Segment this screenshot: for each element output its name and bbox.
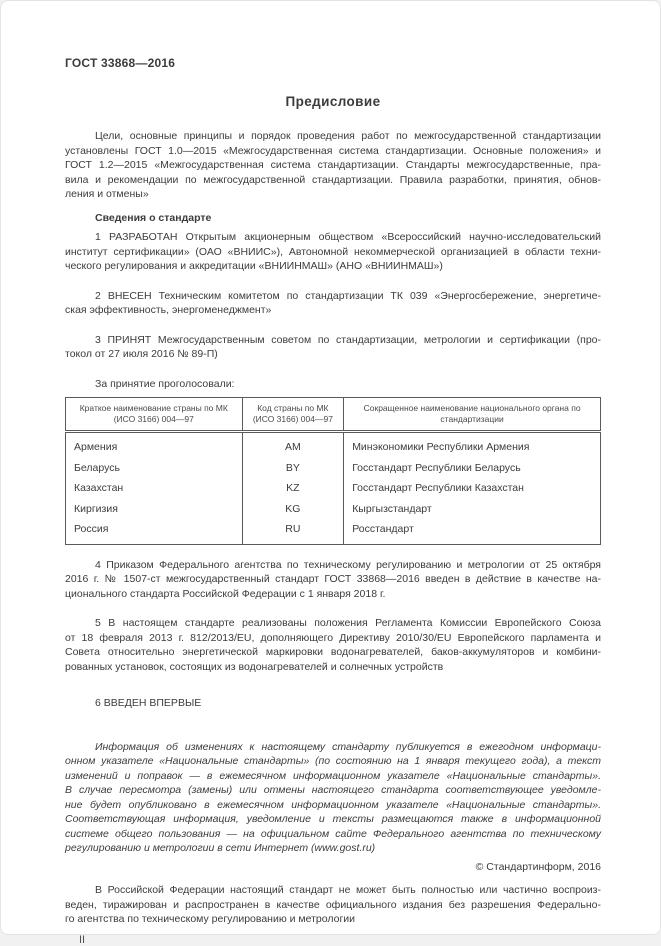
country-code-cell: BY [242,458,344,479]
vote-table-header-row [66,398,601,432]
text-line: В случае пересмотра (замены) или отмены настоящего стандарта соответствующее уведомле- [65,784,601,796]
standard-info-item-6 [65,696,601,711]
org-name-cell: Минэкономики Республики Армения [344,432,601,458]
country-code-cell: RU [242,519,344,544]
text-line: ционального стандарта Российской Федерации с 1 января 2018 г. [65,587,386,600]
text-line: институт сертификации» (ОАО «ВНИИС»), Автономной некоммерческой организацией в области техни- [65,245,601,258]
page-title: Предисловие [285,94,381,109]
text-line: вила и рекомендации по межгосударственной стандартизации. Правила разработки, принятия, обнов- [65,173,601,186]
standard-info-item-2 [65,289,601,318]
text-line: 1 РАЗРАБОТАН Открытым акционерным обществом «Всероссийский научно-исследовательский [95,231,601,243]
copyright-line: © Стандартинформ, 2016 [475,860,601,873]
text-line: веден, тиражирован и распространен в качестве официального издания без разрешения Федерально- [65,898,601,911]
page-number: II [79,933,86,946]
text-line: системе общего пользования — на официальном сайте Федерального агентства по техническому [65,827,601,840]
amendments-note [65,740,601,856]
org-name-cell: Госстандарт Республики Казахстан [344,478,601,499]
standard-info-item-4 [65,558,601,602]
text-line: от 18 февраля 2013 г. 812/2013/EU, дополняющего Директиву 2010/30/EU Европейского парламента и [65,631,601,644]
org-name-cell: Росстандарт [344,519,601,544]
table-row [66,519,601,544]
country-code-cell: KZ [242,478,344,499]
text-line: 6 ВВЕДЕН ВПЕРВЫЕ [95,697,202,709]
text-line: регулированию и метрологии в сети Интернет (www.gost.ru) [65,842,376,854]
standard-info-item-3 [65,333,601,362]
doc-code: ГОСТ 33868—2016 [65,56,176,70]
country-code-cell: AM [242,432,344,458]
page-content [65,56,601,946]
intro-paragraph [65,129,601,202]
text-line: токол от 27 июля 2016 № 89-П) [65,348,218,360]
text-line: Цели, основные принципы и порядок проведения работ по межгосударственной стандартизации [95,130,601,142]
country-name-cell: Армения [74,441,118,453]
text-line: ческого регулирования и аккредитации «ВНИИНМАШ» (АНО «ВНИИНМАШ») [65,260,443,272]
text-line: 2016 г. № 1507-ст межгосударственный стандарт ГОСТ 33868—2016 введен в действие в качестве на- [65,573,601,585]
org-name-cell: Кыргызстандарт [344,499,601,520]
text-line: Совета относительно энергетической маркировки водонагревателей, баков-аккумуляторов и комбини- [65,646,601,658]
table-row [66,499,601,520]
text-line: 5 В настоящем стандарте реализованы положения Регламента Комиссии Европейского Союза [95,617,601,629]
table-row [66,432,601,458]
country-name-cell: Казахстан [74,482,124,494]
standard-info-item-5 [65,616,601,674]
standard-info-item-1 [65,230,601,274]
vote-table-body [66,432,601,545]
text-line: рованных установок, состоящих из водонагревателей и солнечных устройств [65,660,444,673]
text-line: ления и отмены» [65,188,149,200]
reproduction-restriction [65,883,601,927]
text-line: онном указателе «Национальные стандарты» (по состоянию на 1 января текущего года), а текст [65,755,601,767]
header-code: Код страны по МК (ИСО 3166) 004—97 [242,398,344,432]
text-line: ская эффективность, энергоменеджмент» [65,304,272,316]
table-row [66,478,601,499]
country-name-cell: Беларусь [74,461,120,474]
text-line: изменений и поправок — в ежемесячном информационном указателе «Национальные стандарты». [65,769,601,782]
text-line: 3 ПРИНЯТ Межгосударственным советом по стандартизации, метрологии и сертификации (про- [95,333,601,346]
vote-lead: За принятие проголосовали: [95,377,235,390]
text-line: установлены ГОСТ 1.0—2015 «Межгосударственная система стандартизации. Основные положения» и [65,144,601,157]
table-row [66,458,601,479]
org-name-cell: Госстандарт Республики Беларусь [344,458,601,479]
vote-table [65,397,601,545]
header-country: Краткое наименование страны по МК (ИСО 3166) 004—97 [66,398,243,432]
text-line: ГОСТ 1.2—2015 «Межгосударственная система стандартизации. Стандарты межгосударственные, пра- [65,159,601,171]
country-name-cell: Россия [74,523,109,535]
country-name-cell: Киргизия [74,502,118,515]
text-line: В Российской Федерации настоящий стандарт не может быть полностью или частично воспроиз- [95,884,601,896]
standard-info-heading: Сведения о стандарте [95,211,212,224]
text-line: 2 ВНЕСЕН Техническим комитетом по стандартизации ТК 039 «Энергосбережение, энергетиче- [95,289,601,302]
text-line: го агентства по техническому регулированию и метрологии [65,913,356,925]
text-line: Соответствующая информация, уведомление и тексты размещаются также в информационной [65,813,601,825]
country-code-cell: KG [242,499,344,520]
header-org: Сокращенное наименование национального органа по стандартизации [344,398,601,432]
text-line: ние будет опубликовано в ежемесячном информационном указателе «Национальные стандарты». [65,798,601,811]
vote-table-header [66,398,601,432]
text-line: 4 Приказом Федерального агентства по техническому регулированию и метрологии от 25 октября [95,558,601,571]
text-line: Информация об изменениях к настоящему стандарту публикуется в ежегодном информаци- [95,740,601,753]
